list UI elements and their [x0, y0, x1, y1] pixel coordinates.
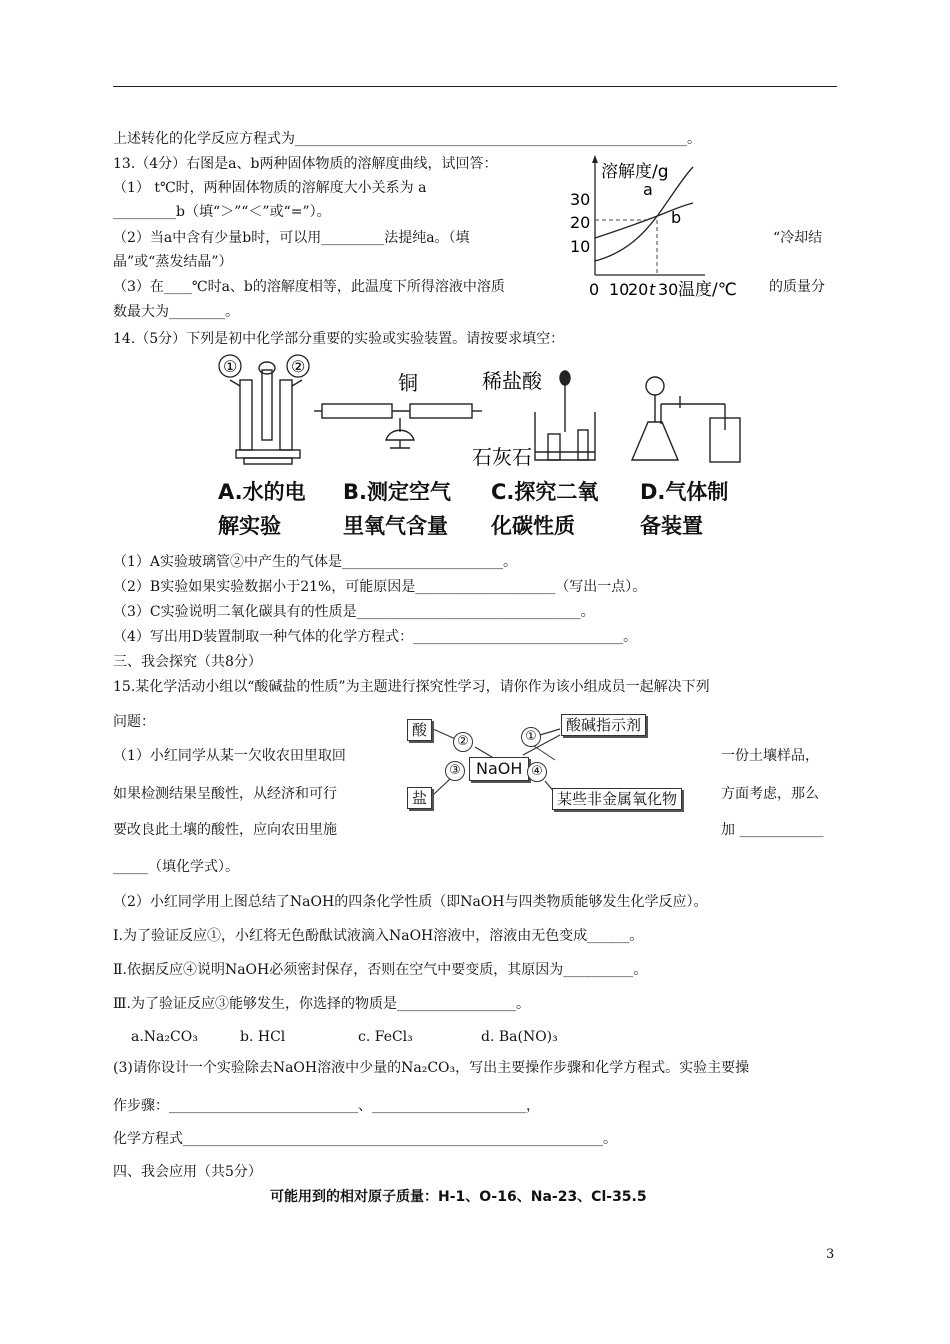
- q15-part2-i: Ⅰ.为了验证反应①，小红将无色酚酞试液滴入NaOH溶液中，溶液由无色变成______。: [113, 928, 644, 944]
- y-tick-10: 10: [570, 237, 591, 256]
- caption-d-line1: D.气体制: [640, 480, 729, 504]
- acid-box: 酸: [407, 719, 432, 741]
- atomic-mass-note: 可能用到的相对原子质量：H-1、O-16、Na-23、Cl-35.5: [270, 1189, 647, 1205]
- q15-part2-ii: Ⅱ.依据反应④说明NaOH必须密封保存，否则在空气中要变质，其原因为__________。: [113, 962, 648, 978]
- q14-part1: （1）A实验玻璃管②中产生的气体是_______________________。: [113, 554, 518, 570]
- q14-title: 14.（5分）下列是初中化学部分重要的实验或实验装置。请按要求填空：: [113, 331, 565, 347]
- q13-part3-cont: 数最大为________。: [113, 304, 239, 320]
- co2-property-apparatus: [535, 371, 595, 460]
- tube-marker-1: ①: [223, 357, 238, 376]
- option-a: a.Na₂CO₃: [131, 1029, 198, 1045]
- q15-part3: (3)请你设计一个实验除去NaOH溶液中少量的Na₂CO₃，写出主要操作步骤和化学方程式。实验主要操: [113, 1060, 750, 1076]
- q15-part1-line3: 要改良此土壤的酸性，应向农田里施: [113, 822, 337, 838]
- q13-part1: （1） t℃时，两种固体物质的溶解度大小关系为 a: [113, 180, 427, 196]
- q15-part1-line2-right: 方面考虑，那么: [721, 786, 819, 802]
- q13-part1-cont: _________b（填“＞”“＜”或“=”）。: [113, 204, 331, 220]
- caption-a-line1: A.水的电: [218, 480, 306, 504]
- option-c: c. FeCl₃: [358, 1029, 413, 1045]
- q15-part1: （1）小红同学从某一欠收农田里取回: [113, 748, 346, 764]
- y-axis-label: 溶解度/g: [601, 162, 669, 182]
- salt-box: 盐: [407, 787, 432, 809]
- q14-part4: （4）写出用D装置制取一种气体的化学方程式：______________________________。: [113, 629, 638, 645]
- page-number: 3: [826, 1247, 835, 1262]
- copper-label: 铜: [398, 371, 418, 395]
- curve-b-label: b: [671, 208, 682, 227]
- q15-part3-equation: 化学方程式____________________________________________________________。: [113, 1131, 617, 1147]
- q15-title-cont: 问题：: [113, 714, 155, 730]
- q14-part3: （3）C实验说明二氧化碳具有的性质是________________________________。: [113, 604, 595, 620]
- q13-part2-cont: 晶”或“蒸发结晶”）: [113, 254, 233, 270]
- reaction-2-marker: ②: [453, 732, 473, 752]
- oxide-box: 某些非金属氧化物: [552, 788, 682, 810]
- x-tick-30: 30: [658, 280, 679, 299]
- option-d: d. Ba(NO)₃: [481, 1029, 558, 1045]
- equation-line: 上述转化的化学反应方程式为________________________________________________________。: [113, 131, 701, 147]
- q15-part1-right: 一份土壤样品，: [721, 748, 819, 764]
- hcl-label: 稀盐酸: [482, 369, 542, 393]
- q15-part2: （2）小红同学用上图总结了NaOH的四条化学性质（即NaOH与四类物质能够发生化学反应）。: [113, 894, 708, 910]
- indicator-box: 酸碱指示剂: [561, 714, 646, 736]
- section-4-heading: 四、我会应用（共5分）: [113, 1164, 262, 1180]
- caption-c-line1: C.探究二氧: [491, 480, 599, 504]
- caption-c-line2: 化碳性质: [491, 514, 575, 538]
- q13-part3: （3）在____℃时a、b的溶解度相等，此温度下所得溶液中溶质: [113, 279, 505, 295]
- q15-part2-iii: Ⅲ.为了验证反应③能够发生，你选择的物质是_________________。: [113, 996, 530, 1012]
- gas-prep-apparatus: [632, 377, 740, 462]
- x-tick-20: 20: [628, 280, 649, 299]
- y-tick-20: 20: [570, 213, 591, 232]
- electrolysis-apparatus: [230, 362, 302, 464]
- q14-part2: （2）B实验如果实验数据小于21%，可能原因是____________________（写出一点）。: [113, 579, 647, 595]
- q15-title: 15.某化学活动小组以“酸碱盐的性质”为主题进行探究性学习，请你作为该小组成员一起解决下列: [113, 679, 710, 695]
- reaction-4-marker: ④: [527, 762, 547, 782]
- q15-part1-line4: _____（填化学式）。: [113, 859, 239, 875]
- q13-part2: （2）当a中含有少量b时，可以用_________法提纯a。（填: [113, 230, 470, 246]
- section-3-heading: 三、我会探究（共8分）: [113, 654, 262, 670]
- naoh-center-box: NaOH: [469, 757, 529, 781]
- q15-part1-line2: 如果检测结果呈酸性，从经济和可行: [113, 786, 337, 802]
- tube-marker-2: ②: [291, 357, 306, 376]
- y-tick-30: 30: [570, 190, 591, 209]
- option-b: b. HCl: [240, 1029, 286, 1045]
- solubility-graph: [565, 153, 765, 303]
- curve-a-label: a: [643, 180, 653, 199]
- q13-title: 13.（4分）右图是a、b两种固体物质的溶解度曲线，试回答：: [113, 156, 498, 172]
- caption-a-line2: 解实验: [218, 514, 281, 538]
- reaction-3-marker: ③: [445, 761, 465, 781]
- x-tick-t: t: [649, 280, 656, 299]
- experiment-apparatus-figure: [210, 352, 750, 472]
- x-origin: 0: [589, 280, 600, 299]
- q13-part3-right: 的质量分: [769, 279, 825, 295]
- header-rule: [113, 86, 837, 87]
- x-tick-10: 10: [609, 280, 630, 299]
- air-oxygen-apparatus: [314, 404, 482, 448]
- reaction-1-marker: ①: [521, 727, 541, 747]
- q15-part3-steps: 作步骤：___________________________、______________________，: [113, 1098, 540, 1114]
- q15-part1-line3-right: 加 ____________: [721, 822, 824, 838]
- q13-part2-right: “冷却结: [773, 230, 823, 246]
- x-axis-label: 温度/℃: [678, 280, 737, 300]
- limestone-label: 石灰石: [472, 445, 532, 469]
- caption-d-line2: 备装置: [640, 514, 703, 538]
- caption-b-line1: B.测定空气: [343, 480, 451, 504]
- caption-b-line2: 里氧气含量: [343, 514, 448, 538]
